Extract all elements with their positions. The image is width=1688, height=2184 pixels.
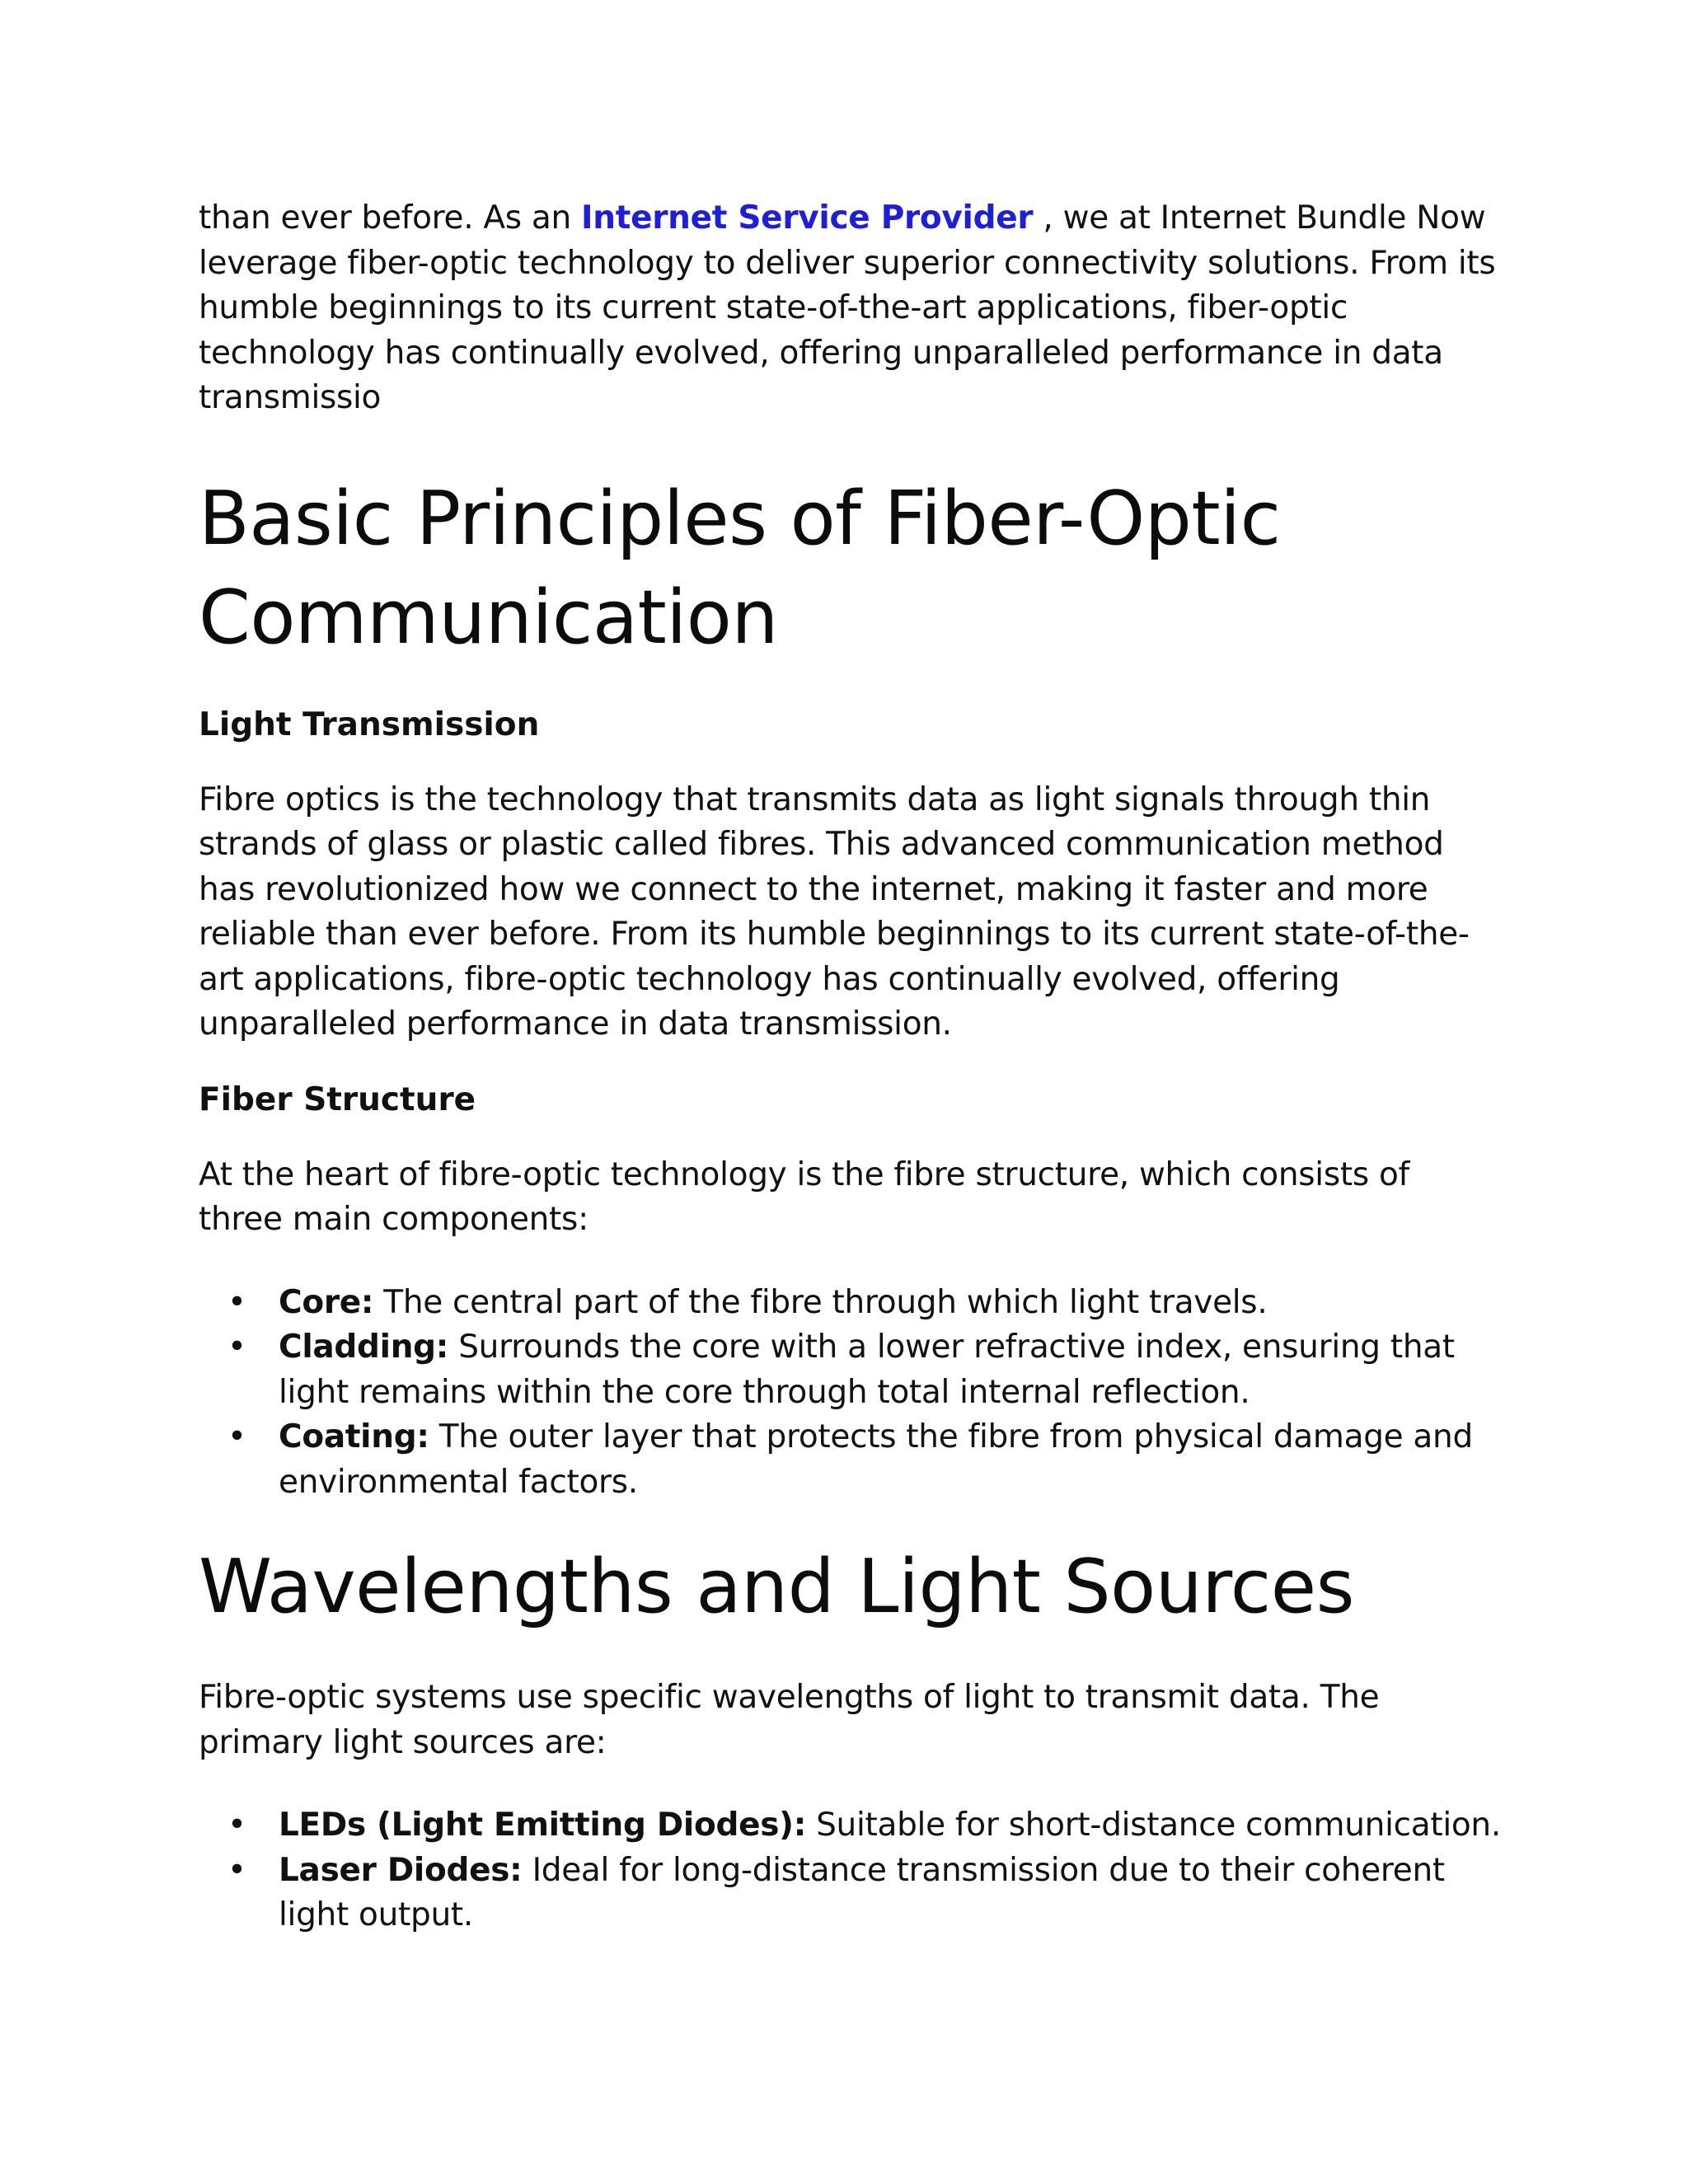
list-desc: Ideal for long-distance transmission due to their coherent light output.	[279, 1851, 1445, 1933]
light-sources-list	[199, 1803, 1501, 1938]
list-item-leds	[279, 1803, 1501, 1849]
intro-paragraph	[199, 196, 1501, 421]
subheading-light-transmission: Light Transmission	[199, 705, 540, 743]
list-term: Core:	[279, 1283, 374, 1321]
fiber-components-list	[199, 1281, 1501, 1506]
fiber-structure-paragraph: At the heart of fibre-optic technology is the fibre structure, which consists of three main components:	[199, 1155, 1409, 1238]
list-term: LEDs (Light Emitting Diodes):	[279, 1807, 806, 1844]
light-transmission-paragraph: Fibre optics is the technology that transmits data as light signals through thin strands of glass or plastic called fibres. This advanced communication method has revolutionized how we connect to the internet, making it faster and more reliable than ever before. From its humble beginnings to its current state-of-the-art applications, fibre-optic technology has continually evolved, offering unparalleled performance in data transmission.	[199, 780, 1470, 1043]
list-term: Cladding:	[279, 1329, 449, 1366]
section-heading-wavelengths: Wavelengths and Light Sources	[199, 1544, 1355, 1630]
list-item-cladding	[279, 1325, 1501, 1415]
intro-text-before: than ever before. As an	[199, 199, 582, 237]
list-desc: Surrounds the core with a lower refractive index, ensuring that light remains within the core through total internal reflection.	[279, 1329, 1455, 1411]
subheading-fiber-structure: Fiber Structure	[199, 1080, 476, 1118]
list-term: Coating:	[279, 1418, 429, 1455]
intro-text-after: , we at Internet Bundle Now leverage fiber-optic technology to deliver superior connectivity solutions. From its humble beginnings to its current state-of-the-art applications, fiber-optic technology has continually evolved, offering unparalleled performance in data transmissio	[199, 199, 1496, 416]
list-desc: The outer layer that protects the fibre from physical damage and environmental factors.	[279, 1418, 1473, 1501]
list-item-laser-diodes	[279, 1849, 1501, 1938]
list-term: Laser Diodes:	[279, 1851, 523, 1889]
list-item-core	[279, 1281, 1501, 1326]
list-desc: The central part of the fibre through which light travels.	[373, 1283, 1268, 1321]
section-heading-basic-principles: Basic Principles of Fiber-Optic Communication	[199, 475, 1281, 661]
document-content	[199, 196, 1501, 1938]
list-desc: Suitable for short-distance communication.	[806, 1807, 1501, 1844]
list-item-coating	[279, 1415, 1501, 1505]
internet-service-provider-link[interactable]: Internet Service Provider	[581, 199, 1034, 237]
wavelengths-paragraph: Fibre-optic systems use specific wavelengths of light to transmit data. The primary light sources are:	[199, 1679, 1380, 1761]
